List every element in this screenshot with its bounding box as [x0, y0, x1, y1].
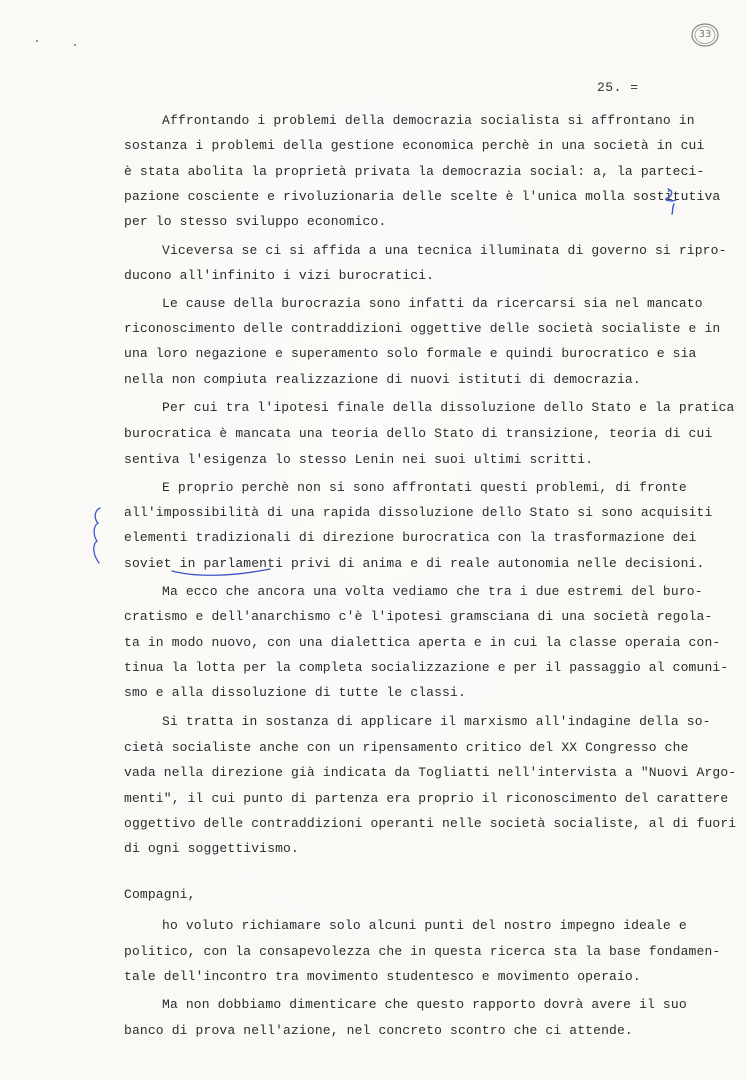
scan-speck	[74, 44, 76, 46]
text-line: nella non compiuta realizzazione di nuovi istituti di democrazia.	[124, 372, 641, 387]
text-line: oggettivo delle contraddizioni operanti nelle società socialiste, al di fuori	[124, 816, 737, 831]
text-line: smo e alla dissoluzione di tutte le classi.	[124, 685, 466, 700]
text-line: Viceversa se ci si affida a una tecnica illuminata di governo si ripro-	[162, 243, 727, 258]
text-line: menti", il cui punto di partenza era proprio il riconoscimento del carattere	[124, 791, 729, 806]
text-line: E proprio perchè non si sono affrontati questi problemi, di fronte	[162, 480, 687, 495]
text-line: politico, con la consapevolezza che in questa ricerca sta la base fondamen-	[124, 944, 721, 959]
text-line: Ma non dobbiamo dimenticare che questo rapporto dovrà avere il suo	[162, 997, 687, 1012]
handwritten-underline	[170, 567, 274, 579]
salutation: Compagni,	[124, 887, 196, 902]
text-line: tinua la lotta per la completa socializzazione e per il passaggio al comuni-	[124, 660, 729, 675]
scan-speck	[36, 40, 38, 42]
margin-bracket-mark	[86, 505, 110, 567]
text-line: Le cause della burocrazia sono infatti da ricercarsi sia nel mancato	[162, 296, 703, 311]
text-line: cietà socialiste anche con un ripensamento critico del XX Congresso che	[124, 740, 689, 755]
text-line: vada nella direzione già indicata da Togliatti nell'intervista a "Nuovi Argo-	[124, 765, 737, 780]
text-line: riconoscimento delle contraddizioni oggettive delle società socialiste e in	[124, 321, 721, 336]
text-line: elementi tradizionali di direzione burocratica con la trasformazione dei	[124, 530, 697, 545]
text-line: pazione cosciente e rivoluzionaria delle scelte è l'unica molla sostitutiva	[124, 189, 721, 204]
text-line: cratismo e dell'anarchismo c'è l'ipotesi gramsciana di una società regola-	[124, 609, 713, 624]
text-line: burocratica è mancata una teoria dello Stato di transizione, teoria di cui	[124, 426, 713, 441]
text-line: banco di prova nell'azione, nel concreto scontro che ci attende.	[124, 1023, 633, 1038]
archive-stamp	[690, 22, 720, 48]
text-line: soviet in parlamenti privi di anima e di reale autonomia nelle decisioni.	[124, 556, 705, 571]
text-line: Si tratta in sostanza di applicare il marxismo all'indagine della so-	[162, 714, 711, 729]
text-line: per lo stesso sviluppo economico.	[124, 214, 387, 229]
text-line: all'impossibilità di una rapida dissoluzione dello Stato si sono acquisiti	[124, 505, 713, 520]
text-line: sentiva l'esigenza lo stesso Lenin nei suoi ultimi scritti.	[124, 452, 594, 467]
text-line: ho voluto richiamare solo alcuni punti del nostro impegno ideale e	[162, 918, 687, 933]
text-line: una loro negazione e superamento solo formale e quindi burocratico e sia	[124, 346, 697, 361]
text-line: Affrontando i problemi della democrazia socialista si affrontano in	[162, 113, 695, 128]
text-line: è stata abolita la proprietà privata la democrazia social: a, la parteci-	[124, 164, 705, 179]
text-line: Ma ecco che ancora una volta vediamo che tra i due estremi del buro-	[162, 584, 703, 599]
stamp-number: 33	[698, 29, 712, 40]
text-line: Per cui tra l'ipotesi finale della dissoluzione dello Stato e la pratica	[162, 400, 735, 415]
margin-squiggle-mark	[660, 186, 686, 216]
text-line: ducono all'infinito i vizi burocratici.	[124, 268, 435, 283]
page-number: 25. =	[597, 80, 639, 95]
text-line: ta in modo nuovo, con una dialettica aperta e in cui la classe operaia con-	[124, 635, 721, 650]
text-line: tale dell'incontro tra movimento studentesco e movimento operaio.	[124, 969, 641, 984]
text-line: di ogni soggettivismo.	[124, 841, 299, 856]
text-line: sostanza i problemi della gestione economica perchè in una società in cui	[124, 138, 705, 153]
